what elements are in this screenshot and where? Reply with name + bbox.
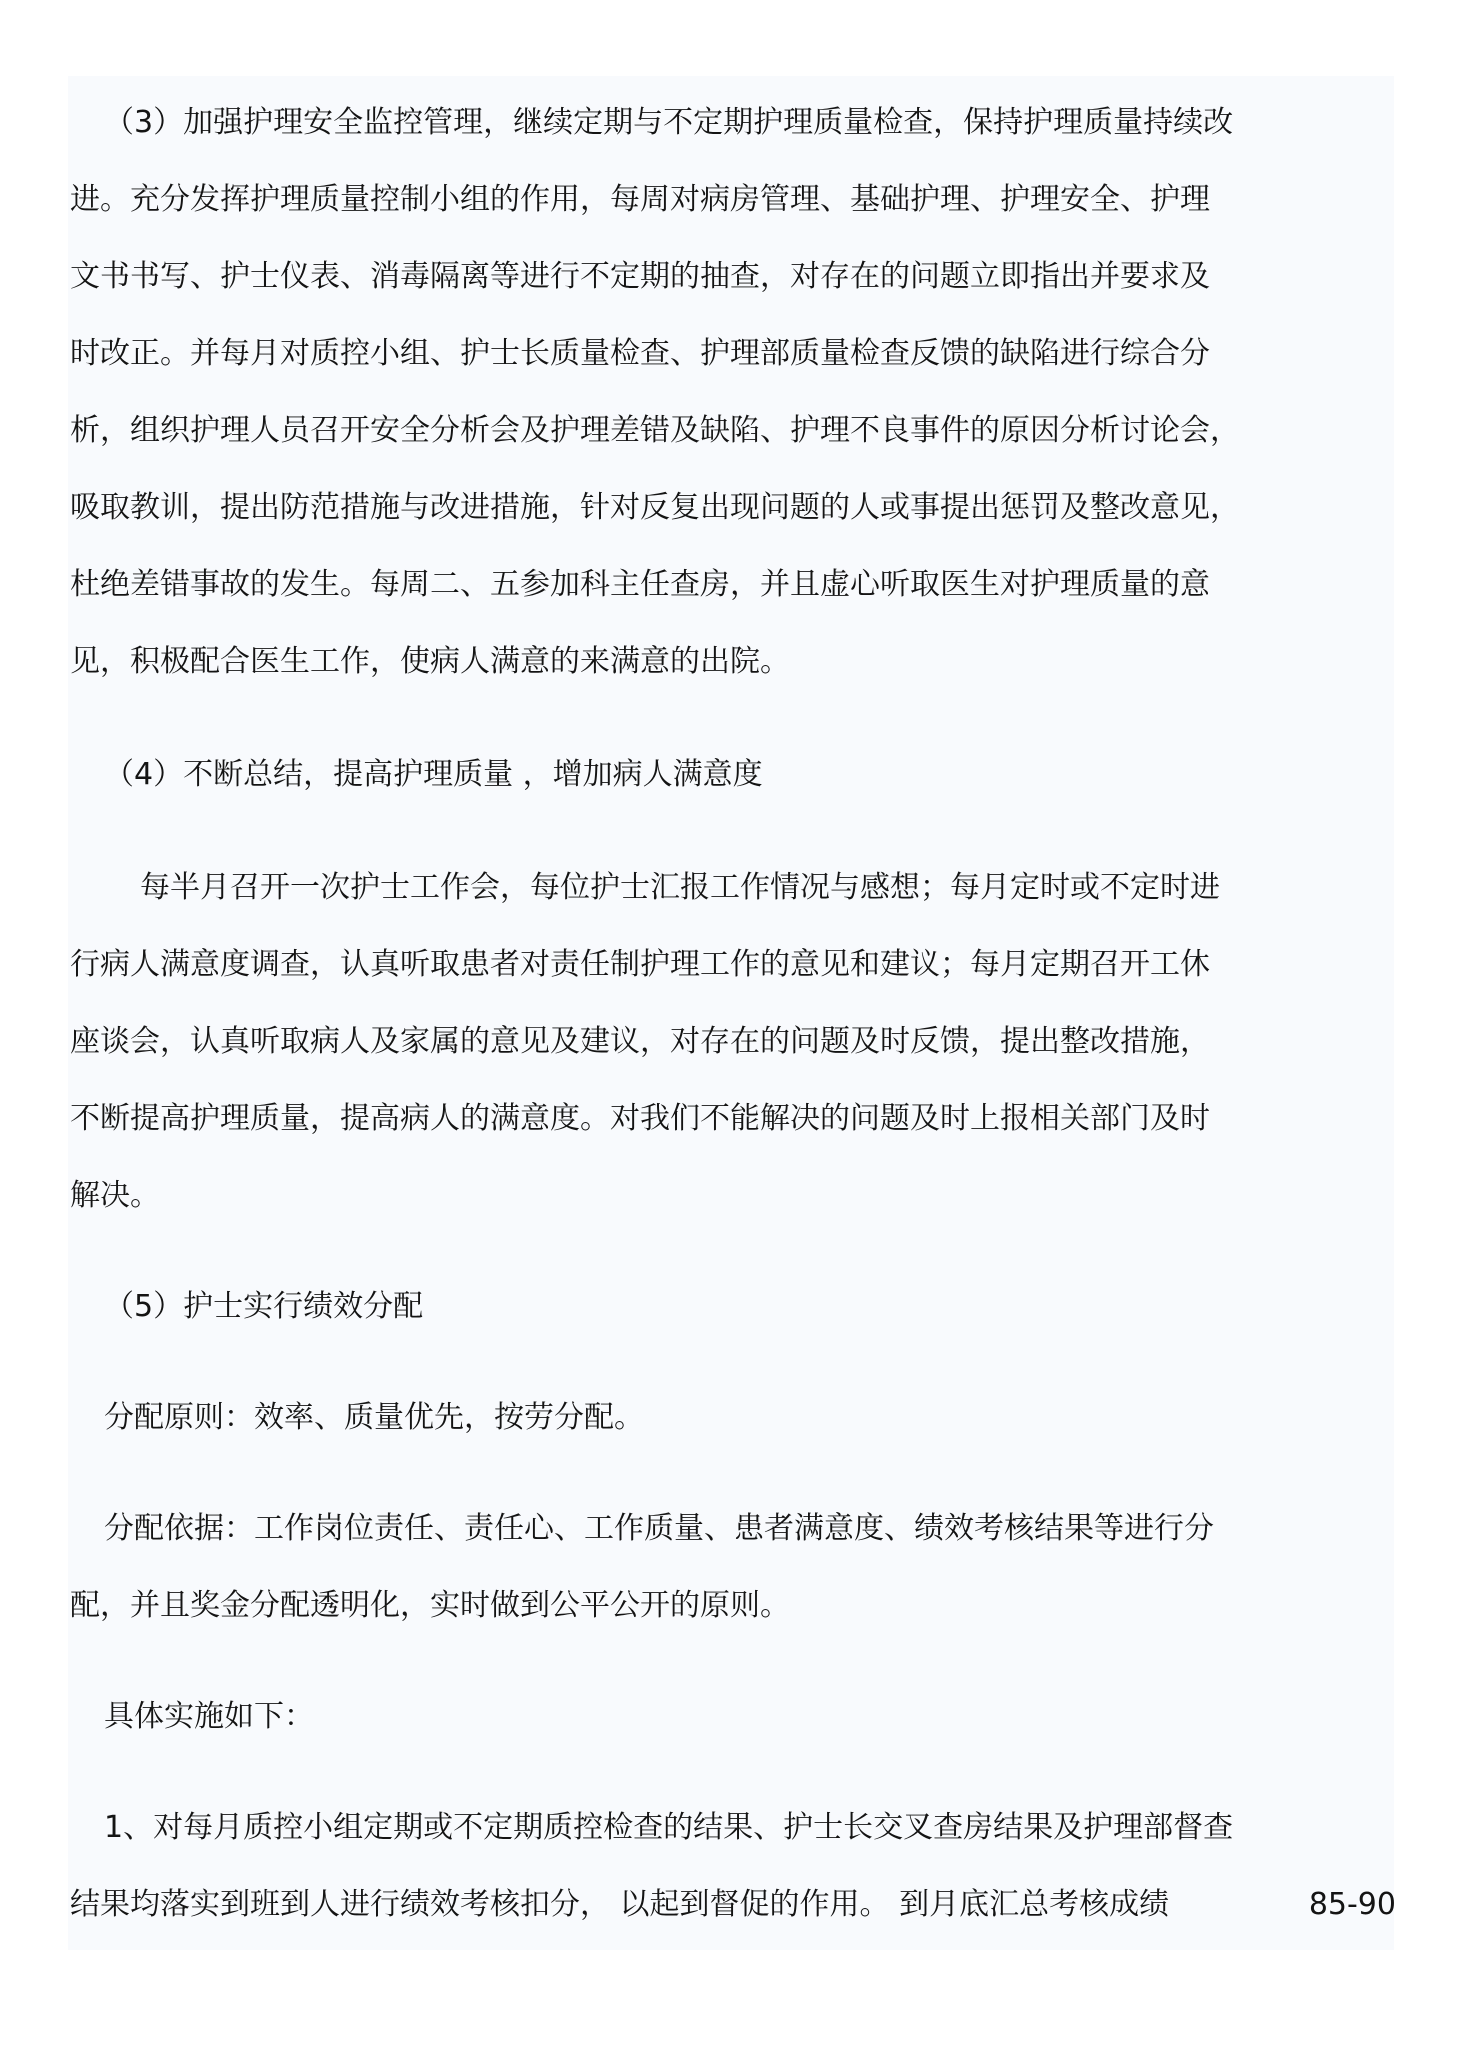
- section3-line-7: 杜绝差错事故的发生。每周二、五参加科主任查房，并且虚心听取医生对护理质量的意: [70, 567, 1210, 602]
- section3-line-5: 析，组织护理人员召开安全分析会及护理差错及缺陷、护理不良事件的原因分析讨论会，: [70, 413, 1240, 448]
- section5-heading: （5）护士实行绩效分配: [104, 1289, 424, 1324]
- item1-score-range: 85-90: [1308, 1887, 1396, 1922]
- section4-line-4: 不断提高护理质量，提高病人的满意度。对我们不能解决的问题及时上报相关部门及时: [70, 1101, 1210, 1136]
- section3-line-8: 见，积极配合医生工作，使病人满意的来满意的出院。: [70, 644, 790, 679]
- document-body: [70, 84, 1396, 1943]
- implementation-heading: 具体实施如下：: [104, 1699, 314, 1734]
- distribution-basis-line-1: 分配依据：工作岗位责任、责任心、工作质量、患者满意度、绩效考核结果等进行分: [104, 1511, 1214, 1546]
- section4-line-3: 座谈会，认真听取病人及家属的意见及建议，对存在的问题及时反馈，提出整改措施，: [70, 1024, 1210, 1059]
- section3-line-2: 进。充分发挥护理质量控制小组的作用，每周对病房管理、基础护理、护理安全、护理: [70, 182, 1210, 217]
- section3-line-6: 吸取教训，提出防范措施与改进措施，针对反复出现问题的人或事提出惩罚及整改意见，: [70, 490, 1240, 525]
- section3-line-1: （3）加强护理安全监控管理，继续定期与不定期护理质量检查，保持护理质量持续改: [104, 105, 1234, 140]
- item1-line-1: 1、对每月质控小组定期或不定期质控检查的结果、护士长交叉查房结果及护理部督查: [104, 1810, 1234, 1845]
- item1-line-2: [70, 1866, 1396, 1943]
- section3-line-3: 文书书写、护士仪表、消毒隔离等进行不定期的抽查，对存在的问题立即指出并要求及: [70, 259, 1210, 294]
- section4-line-1: 每半月召开一次护士工作会，每位护士汇报工作情况与感想；每月定时或不定时进: [140, 870, 1220, 905]
- distribution-principle: 分配原则：效率、质量优先，按劳分配。: [104, 1400, 644, 1435]
- item1-line-2-text: 结果均落实到班到人进行绩效考核扣分， 以起到督促的作用。 到月底汇总考核成绩: [70, 1887, 1170, 1922]
- section4-heading: （4）不断总结，提高护理质量 ，增加病人满意度: [104, 757, 763, 792]
- distribution-basis-line-2: 配，并且奖金分配透明化，实时做到公平公开的原则。: [70, 1588, 790, 1623]
- section4-line-5: 解决。: [70, 1178, 160, 1213]
- section3-line-4: 时改正。并每月对质控小组、护士长质量检查、护理部质量检查反馈的缺陷进行综合分: [70, 336, 1210, 371]
- section4-line-2: 行病人满意度调查，认真听取患者对责任制护理工作的意见和建议；每月定期召开工休: [70, 947, 1210, 982]
